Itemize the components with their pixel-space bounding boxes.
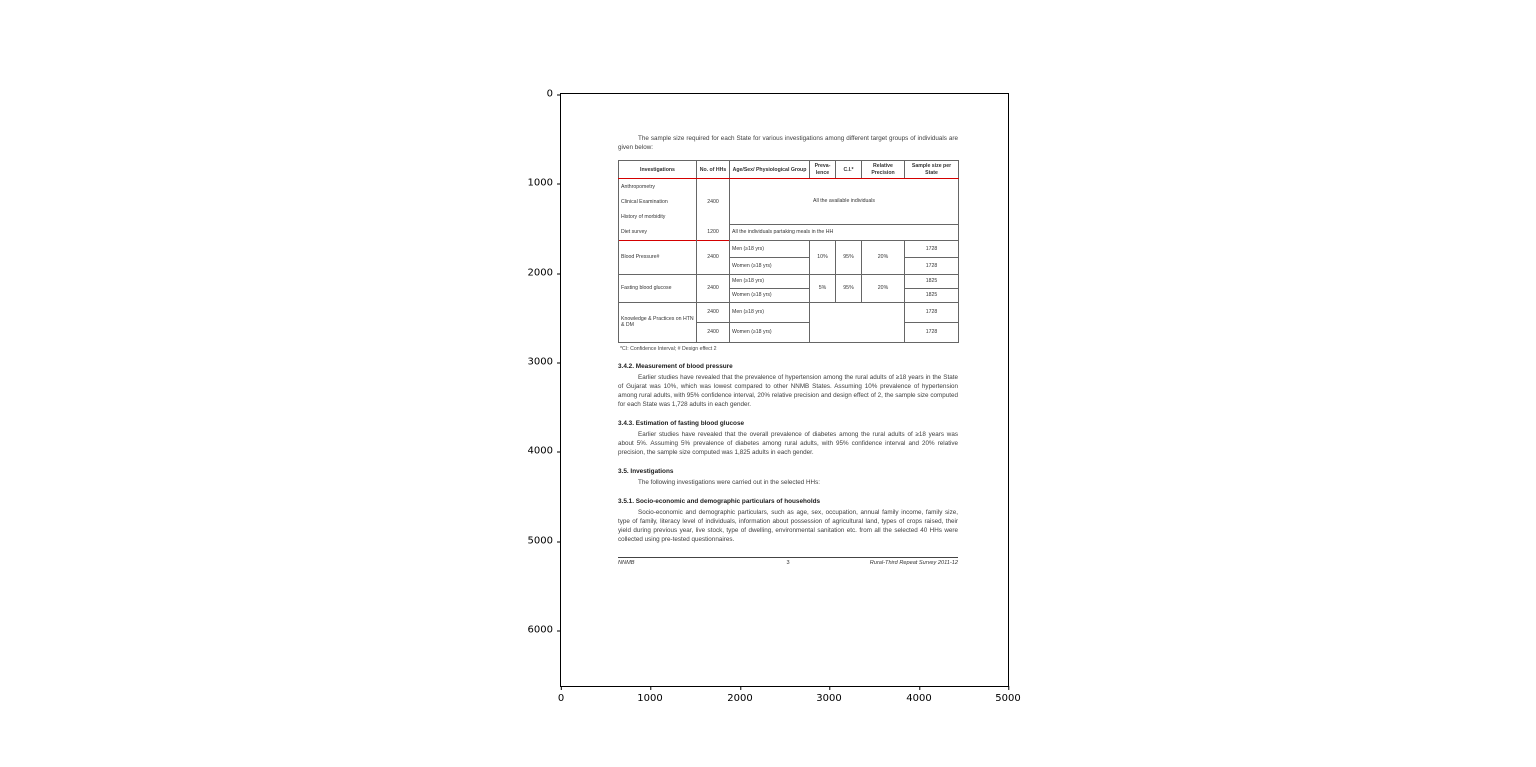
x-tick-label: 3000 [816,693,842,704]
cell-merged-all-individuals: All the available individuals [730,179,959,225]
header-relative-precision: Relative Precision [862,161,905,179]
cell-age-sex: Women (≥18 yrs) [730,288,810,302]
footer-report-name: NNMB [618,559,635,566]
intro-paragraph: The sample size required for each State for various investigations among different target groups of individuals are given below: [618,135,958,152]
cell-hhs: 2400 [697,322,730,342]
cell-sample: 1728 [905,257,959,274]
cell-prevalence: 5% [810,274,836,302]
y-tick-label: 5000 [527,535,553,547]
table-footnote: *CI: Confidence Interval; # Design effect 2 [620,345,717,352]
y-tick-label: 3000 [527,356,553,368]
x-tick-label: 4000 [906,693,932,704]
cell-hhs: 2400 [697,302,730,322]
cell-investigation: Anthropometry [619,179,697,195]
cell-hhs: 2400 [697,274,730,302]
cell-hhs: 1200 [697,224,730,240]
section-heading: 3.5.1. Socio-economic and demographic particulars of households [618,498,821,506]
cell-sample: 1728 [905,302,959,322]
cell-sample: 1825 [905,274,959,288]
cell-investigation: Blood Pressure# [619,240,697,274]
cell-sample: 1728 [905,240,959,257]
section-3-5-1 [618,498,958,544]
section-heading: 3.5. Investigations [618,468,674,476]
section-3-5 [618,468,958,487]
x-tick-label: 1000 [637,693,663,704]
page-footer [618,557,958,566]
x-tick-label: 2000 [727,693,753,704]
table-row [619,274,959,288]
cell-investigation: Fasting blood glucose [619,274,697,302]
footer-survey-title: Rural-Third Repeat Survey 2011-12 [869,559,958,566]
section-body: Earlier studies have revealed that the prevalence of hypertension among the rural adults of ≥18 years in the State of Gujarat was 10%, which was lowest compared to other NNMB States. Assuming 10% prevalence of hypertension among rural adults, with 95% confidence interval, 20% relative precision and design effect of 2, the sample size computed for each State was 1,728 adults in each gender. [618,373,958,408]
section-heading: 3.4.2. Measurement of blood pressure [618,362,733,370]
section-3-4-3 [618,420,958,457]
section-body: The following investigations were carried out in the selected HHs: [638,479,821,487]
plot-axes [527,88,1021,704]
cell-investigation: History of morbidity [619,209,697,224]
cell-hhs [697,179,730,195]
table-row [619,302,959,322]
cell-age-sex: Women (≥18 yrs) [730,322,810,342]
header-prevalence: Preva- lence [810,161,836,179]
cell-sample: 1825 [905,288,959,302]
section-heading: 3.4.3. Estimation of fasting blood glucose [618,420,745,427]
y-tick-label: 6000 [527,624,553,636]
cell-blank [810,302,905,342]
x-tick-label: 0 [557,693,565,704]
y-tick-label: 0 [546,88,553,100]
header-no-of-hhs: No. of HHs [697,161,730,179]
cell-precision: 20% [862,240,905,274]
section-body: Socio-economic and demographic particulars, such as age, sex, occupation, annual family income, family size, type of family, literacy level of individuals, information about possession of agricultural land, types of crops raised, their yield during previous year, live stock, type of dwelling, environmental sanitation etc. from all the selected 40 HHs were collected using pre-tested questionnaires. [618,509,958,544]
footer-page-number: 3 [786,559,790,566]
table-row [619,224,959,240]
header-ci: C.I.* [836,161,862,179]
header-age-sex-group: Age/Sex/ Physiological Group [730,161,810,179]
document-page [561,94,1008,686]
sample-size-table [618,160,959,343]
header-sample-size: Sample size per State [905,161,959,179]
cell-precision: 20% [862,274,905,302]
cell-ci: 95% [836,274,862,302]
cell-prevalence: 10% [810,240,836,274]
cell-hhs [697,209,730,224]
table-row [619,240,959,257]
cell-ci: 95% [836,240,862,274]
cell-age-sex: Men (≥18 yrs) [730,274,810,288]
cell-hhs: 2400 [697,240,730,274]
y-tick-label: 4000 [527,445,553,457]
header-investigations: Investigations [619,161,697,179]
section-body: Earlier studies have revealed that the overall prevalence of diabetes among the rural adults of ≥18 years was about 5%. Assuming 5% prevalence of diabetes among rural adults, with 95% confidence interval and 20% relative precision, the sample size computed was 1,825 adults in each gender. [618,431,958,457]
cell-investigation: Clinical Examination [619,194,697,209]
section-3-4-2 [618,363,958,409]
y-tick-label: 2000 [527,267,553,279]
cell-merged-partaking-meals: All the individuals partaking meals in the HH [730,224,959,240]
cell-age-sex: Men (≥18 yrs) [730,302,810,322]
table-row [619,179,959,195]
cell-hhs: 2400 [697,194,730,209]
cell-age-sex: Women (≥18 yrs) [730,257,810,274]
cell-investigation: Knowledge & Practices on HTN & DM [619,302,697,342]
y-tick-label: 1000 [527,177,553,189]
table-header-row [619,161,959,179]
x-tick-label: 5000 [995,693,1021,704]
cell-sample: 1728 [905,322,959,342]
cell-investigation: Diet survey [619,224,697,240]
cell-age-sex: Men (≥18 yrs) [730,240,810,257]
